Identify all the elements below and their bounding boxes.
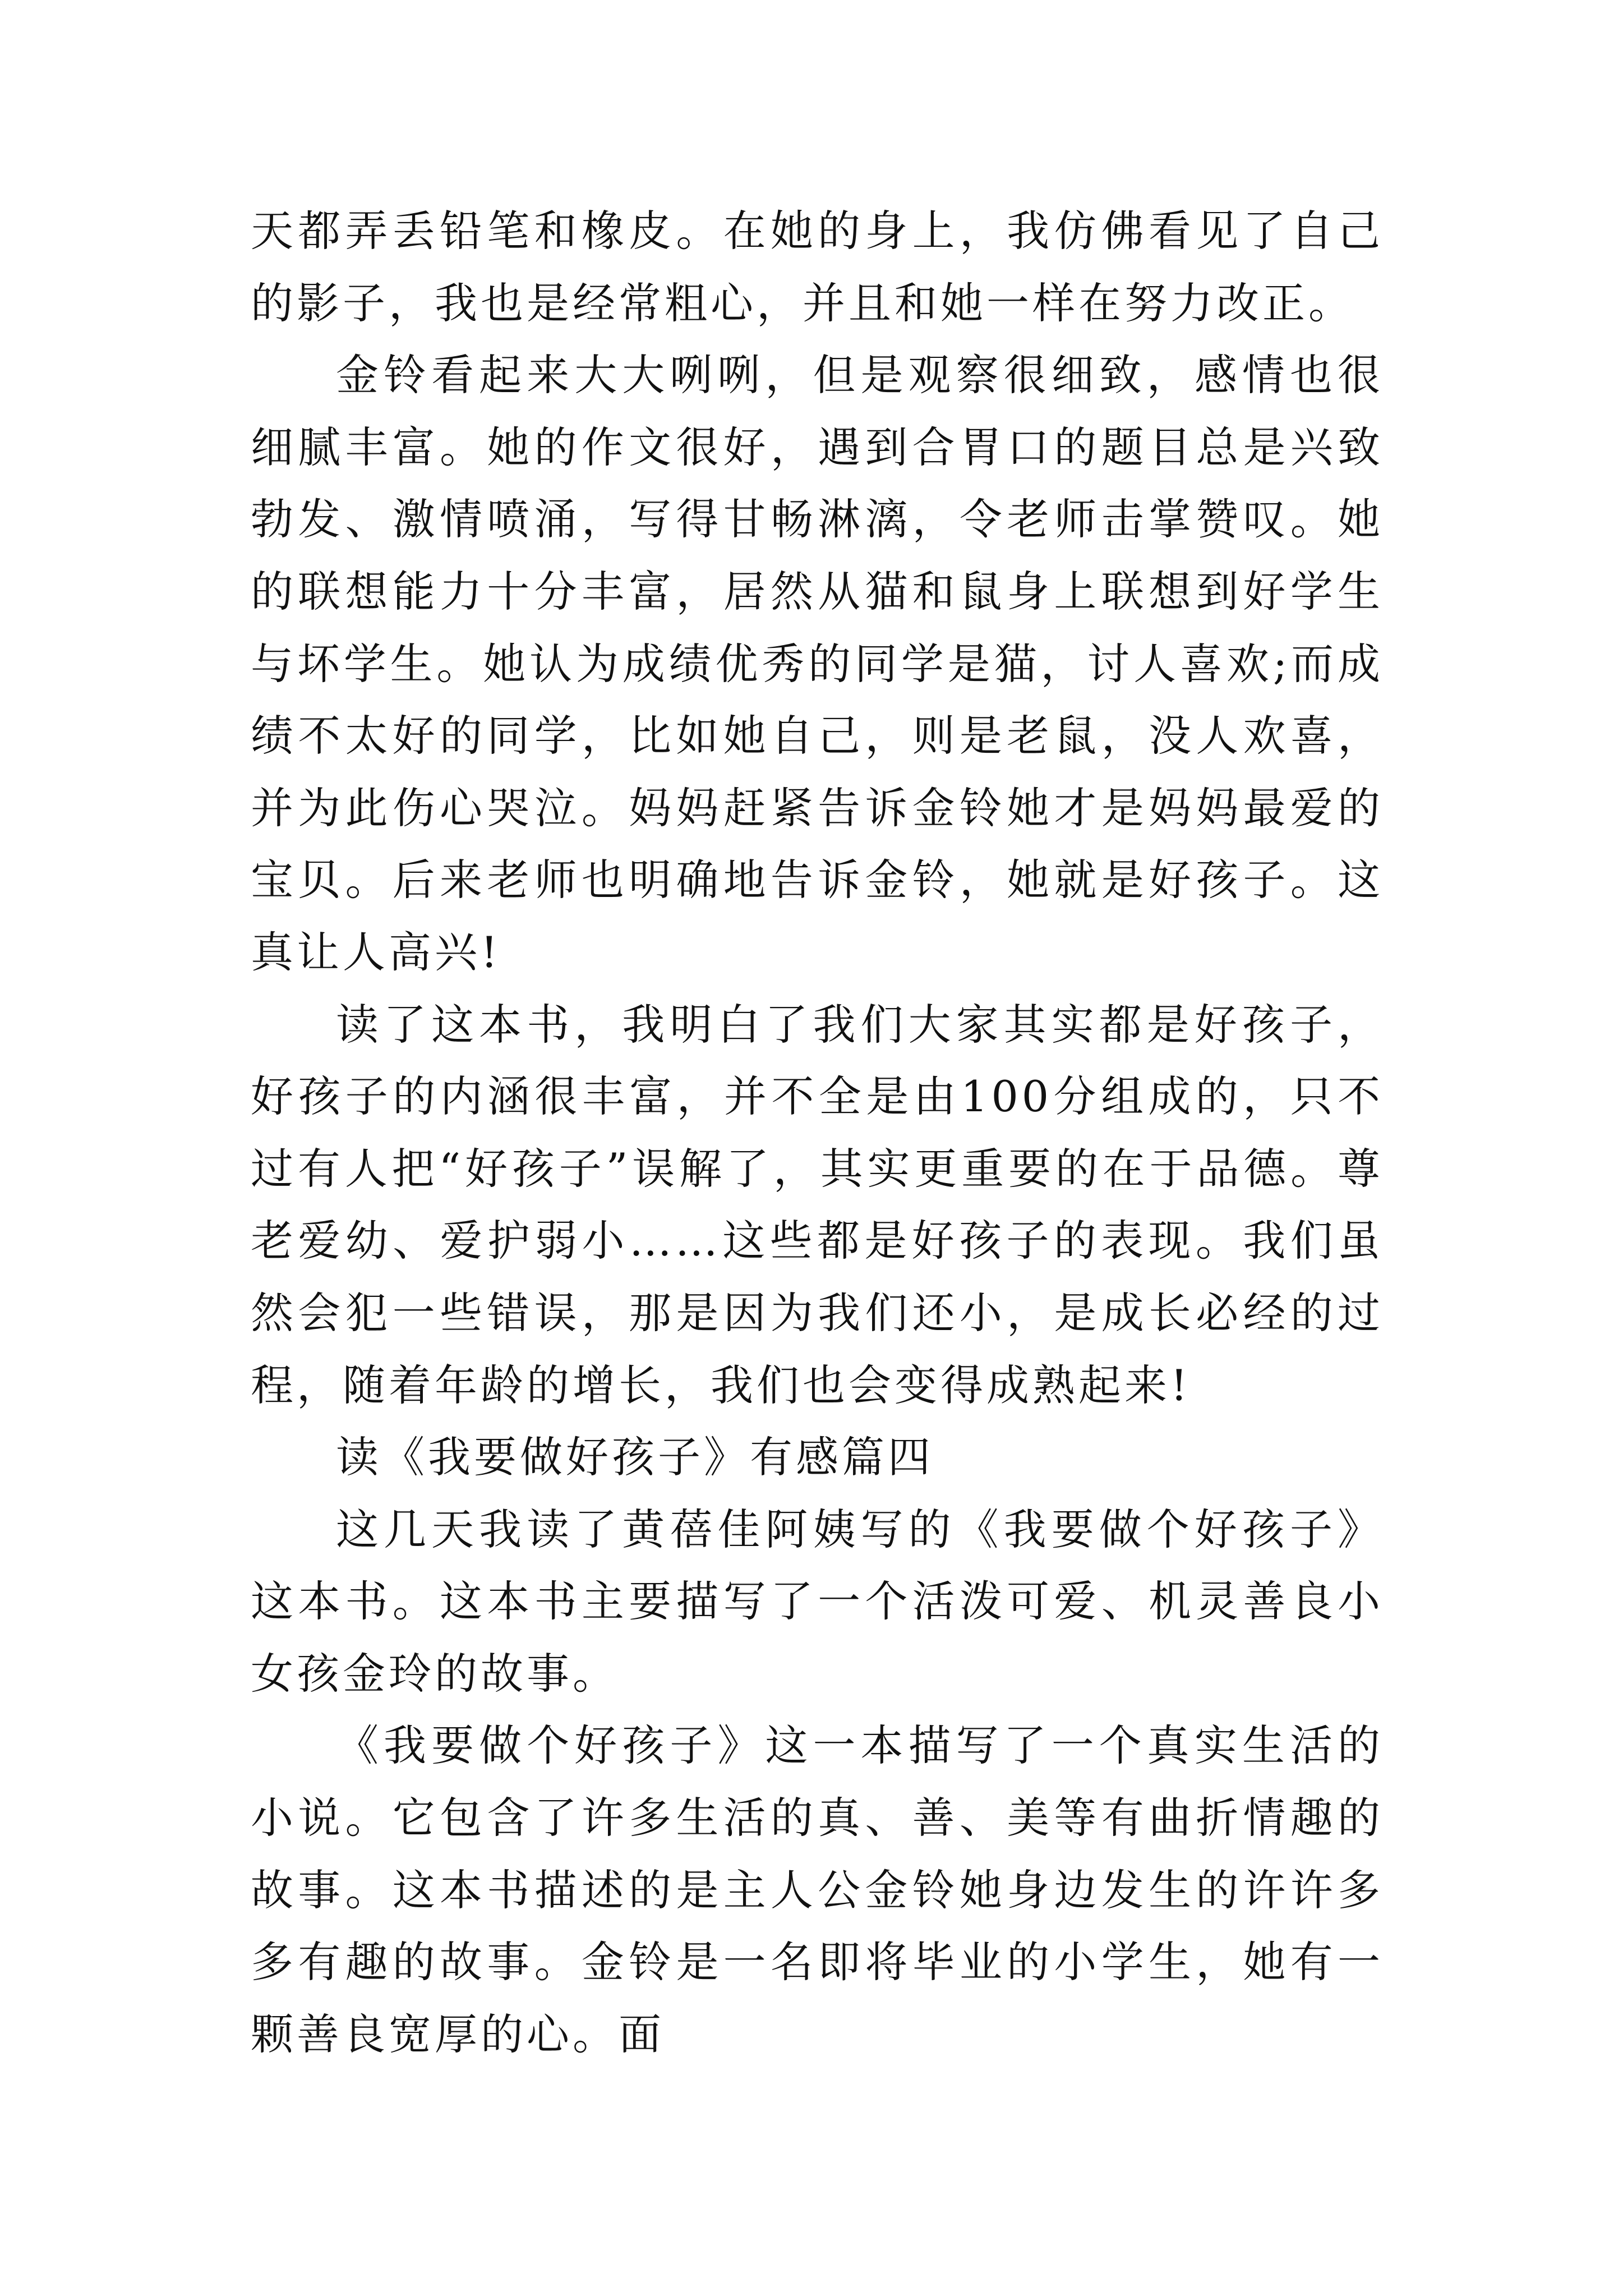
- paragraph-jinling-observation: 金铃看起来大大咧咧，但是观察很细致，感情也很细腻丰富。她的作文很好，遇到合胃口的题目总是兴致勃发、激情喷涌，写得甘畅淋漓，令老师击掌赞叹。她的联想能力十分丰富，居然从猫和鼠身上联想到好学生与坏学生。她认为成绩优秀的同学是猫，讨人喜欢;而成绩不太好的同学，比如她自己，则是老鼠，没人欢喜，并为此伤心哭泣。妈妈赶紧告诉金铃她才是妈妈最爱的宝贝。后来老师也明确地告诉金铃，她就是好孩子。这真让人高兴!: [251, 350, 1384, 977]
- paragraph-continued: 天都弄丢铅笔和橡皮。在她的身上，我仿佛看见了自己的影子，我也是经常粗心，并且和她一样在努力改正。: [251, 206, 1384, 328]
- paragraph-book-intro: 这几天我读了黄蓓佳阿姨写的《我要做个好孩子》这本书。这本书主要描写了一个活泼可爱、机灵善良小女孩金玲的故事。: [251, 1504, 1384, 1699]
- document-body: [251, 195, 1384, 2070]
- paragraph-good-child-reflection: 读了这本书，我明白了我们大家其实都是好孩子，好孩子的内涵很丰富，并不全是由100分组成的，只不过有人把“好孩子”误解了，其实更重要的在于品德。尊老爱幼、爱护弱小……这些都是好孩子的表现。我们虽然会犯一些错误，那是因为我们还小，是成长必经的过程，随着年龄的增长，我们也会变得成熟起来!: [251, 999, 1384, 1410]
- section-heading: 读《我要做好孩子》有感篇四: [336, 1432, 934, 1483]
- paragraph-book-description: 《我要做个好孩子》这一本描写了一个真实生活的小说。它包含了许多生活的真、善、美等有曲折情趣的故事。这本书描述的是主人公金铃她身边发生的许许多多有趣的故事。金铃是一名即将毕业的小学生，她有一颗善良宽厚的心。面: [251, 1720, 1384, 2059]
